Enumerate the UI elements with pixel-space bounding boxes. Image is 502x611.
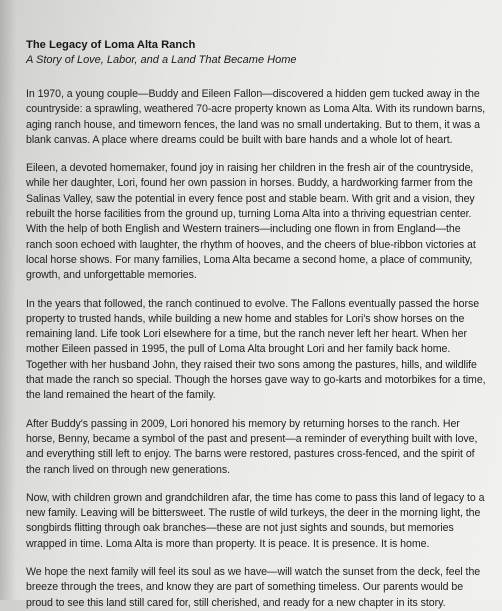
paragraph-3: In the years that followed, the ranch continued to evolve. The Fallons eventually passed the horse property to trusted hands, while building a new home and stables for Lori's show horses on the remaining land. Life took Lori elsewhere for a time, but the ranch never left her heart. When her mother Eileen passed in 1995, the pull of Loma Alta brought Lori and her family back home. Together with her husband John, they raised their two sons among the pastures, hills, and wildlife that made the ranch so special. Though the horses gave way to go-karts and motorbikes for a time, the land remained the heart of the family. (26, 297, 486, 402)
document-title: The Legacy of Loma Alta Ranch (26, 39, 196, 51)
paragraph-4: After Buddy's passing in 2009, Lori honored his memory by returning horses to the ranch. Her horse, Benny, became a symbol of the past and present—a reminder of everything built with love, and everything still left to enjoy. The barns were restored, pastures cross-fenced, and the spirit of the ranch lived on through new generations. (26, 417, 478, 476)
paragraph-6: We hope the next family will feel its soul as we have—will watch the sunset from the deck, feel the breeze through the trees, and know they are part of something timeless. Our parents would be proud to see this land still cared for, still cherished, and ready for a new chapter in its story. (26, 566, 481, 609)
page-shadow (0, 0, 16, 600)
paragraph-5: Now, with children grown and grandchildren afar, the time has come to pass this land of legacy to a new family. Leaving will be bittersweet. The rustle of wild turkeys, the deer in the morning light, the songbirds flitting through oak branches—these are not just sights and sounds, but memories wrapped in time. Loma Alta is more than property. It is peace. It is presence. It is home. (26, 491, 485, 550)
document-subtitle: A Story of Love, Labor, and a Land That Became Home (26, 54, 297, 66)
paragraph-1: In 1970, a young couple—Buddy and Eileen Fallon—discovered a hidden gem tucked away in the countryside: a sprawling, weathered 70-acre property known as Loma Alta. With its rundown barns, aging ranch house, and timeworn fences, the land was no small undertaking. But to them, it was a blank canvas. A place where dreams could be built with bare hands and a whole lot of heart. (26, 88, 486, 146)
paragraph-2: Eileen, a devoted homemaker, found joy in raising her children in the fresh air of the countryside, while her daughter, Lori, found her own passion in horses. Buddy, a hardworking farmer from the Salinas Valley, saw the potential in every fence post and stable beam. With grit and a vision, they rebuilt the horse facilities from the ground up, turning Loma Alta into a thriving equestrian center. With the help of both English and Western trainers—including one flown in from England—the ranch soon echoed with laughter, the rhythm of hooves, and the cheers of blue-ribbon victories at local horse shows. For many families, Loma Alta became a second home, a place of community, growth, and unforgettable memories. (26, 162, 476, 282)
